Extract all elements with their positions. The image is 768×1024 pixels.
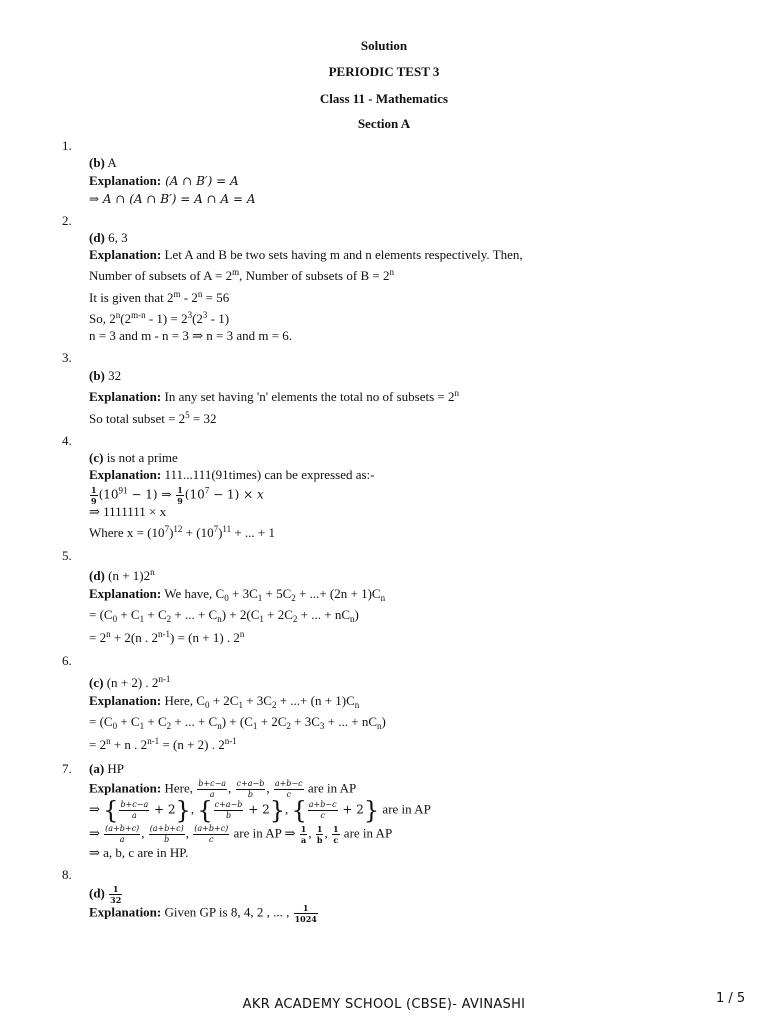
plus-two: + 2 <box>338 802 364 817</box>
text: = 2 <box>89 737 107 752</box>
fraction <box>193 824 229 845</box>
text: = (n + 2) . 2 <box>159 737 225 752</box>
solution-line: ⇒ a, b, c are in HP. <box>89 845 189 860</box>
text: ) <box>218 525 223 540</box>
math-line <box>89 485 264 506</box>
subscript: 1 <box>139 721 145 731</box>
explanation-label: Explanation: <box>89 586 162 601</box>
exponent: 7 <box>204 485 210 496</box>
math-line: ⇒ A ∩ (A ∩ B′) = A ∩ A = A <box>89 192 256 206</box>
math-line <box>89 796 431 825</box>
math-variable: x <box>256 487 264 502</box>
subscript: n <box>377 721 382 731</box>
question-number: 7. <box>62 761 72 776</box>
subscript: n <box>217 721 222 731</box>
explanation-text: Let A and B be two sets having m and n elements respectively. Then, <box>161 247 523 262</box>
exponent: m <box>173 289 181 299</box>
explanation-line <box>89 389 459 405</box>
text: So total subset = 2 <box>89 411 186 426</box>
explanation-line <box>89 903 319 924</box>
answer-text: A <box>104 155 117 170</box>
left-brace-icon: { <box>197 796 213 825</box>
comma: , <box>141 825 148 841</box>
numerator: (a+b+c) <box>105 824 140 833</box>
text: It is given that 2 <box>89 290 174 305</box>
class-title: Class 11 - Mathematics <box>319 91 449 106</box>
fraction <box>104 824 140 845</box>
numerator: (a+b+c) <box>149 824 184 833</box>
numerator: (a+b+c) <box>194 824 229 833</box>
subscript: 1 <box>257 593 263 603</box>
numerator: b+c−a <box>198 779 227 788</box>
subscript: 2 <box>166 721 172 731</box>
denominator: a <box>209 790 215 799</box>
denominator: b <box>316 835 323 845</box>
answer-option: (c) <box>89 675 104 690</box>
text: + C <box>144 714 167 729</box>
text: + 2C <box>263 607 293 622</box>
implies-arrow: ⇒ <box>89 825 104 841</box>
answer-text: (n + 1)2 <box>104 568 151 583</box>
exponent: n-1 <box>158 674 171 684</box>
page-number: 1 / 5 <box>716 991 746 1006</box>
text: + ... + C <box>171 714 218 729</box>
text: (2 <box>192 311 203 326</box>
text: + 2C <box>209 693 239 708</box>
subscript: 0 <box>204 700 210 710</box>
solution-line <box>89 411 217 427</box>
subscript: 1 <box>238 700 243 710</box>
fraction <box>109 884 122 905</box>
solution-line <box>89 737 237 753</box>
denominator: 9 <box>177 496 183 506</box>
subscript: n <box>380 593 386 603</box>
comma: , <box>185 825 193 841</box>
text: - 1) = 2 <box>145 311 188 326</box>
math-expression: (A ∩ B′) = A <box>161 174 239 188</box>
text: + C <box>117 607 140 622</box>
fraction <box>149 824 185 845</box>
subscript: 0 <box>224 593 229 603</box>
math-line <box>89 824 392 845</box>
answer-line <box>89 155 117 171</box>
denominator: 1024 <box>294 914 317 924</box>
denominator: b <box>247 790 253 799</box>
text: + 3C <box>290 714 320 729</box>
solution-line <box>89 311 229 327</box>
fraction <box>332 824 340 845</box>
right-brace-icon: } <box>363 796 380 825</box>
exponent: n-1 <box>147 736 160 746</box>
explanation-line <box>89 693 359 709</box>
exponent: n <box>389 267 394 277</box>
exponent: 12 <box>173 524 183 534</box>
question-number: 4. <box>62 433 72 448</box>
answer-text: 32 <box>104 368 122 383</box>
explanation-label: Explanation: <box>89 467 162 482</box>
text: + C <box>144 607 167 622</box>
text: + ...+ (2n + 1)C <box>295 586 381 601</box>
text: are in AP <box>379 801 431 817</box>
text: ) <box>381 714 386 729</box>
text: + ... + nC <box>324 714 378 729</box>
comma: , <box>308 825 315 841</box>
numerator: 1 <box>109 884 122 895</box>
explanation-label: Explanation: <box>89 173 162 188</box>
text: ) <box>169 525 174 540</box>
subscript: n <box>217 614 222 624</box>
question-number: 3. <box>62 350 72 365</box>
fraction <box>90 485 98 506</box>
text: ) = (n + 1) . 2 <box>170 630 240 645</box>
text: + C <box>117 714 140 729</box>
question-number: 8. <box>62 867 72 882</box>
answer-line <box>89 450 178 466</box>
denominator: c <box>333 835 339 845</box>
left-brace-icon: { <box>103 796 119 825</box>
text: - 1) <box>207 311 230 326</box>
text: = 56 <box>202 290 230 305</box>
subscript: 3 <box>319 721 325 731</box>
numerator: c+a−b <box>214 800 243 809</box>
fraction <box>236 779 266 800</box>
explanation-text: Given GP is 8, 4, 2 , ... , <box>161 904 293 920</box>
solution-line <box>89 268 394 284</box>
denominator: a <box>300 835 307 845</box>
denominator: 32 <box>110 895 122 905</box>
exponent: n-1 <box>158 629 171 639</box>
text: + (10 <box>182 525 214 540</box>
subscript: 1 <box>259 614 264 624</box>
text: + 2C <box>257 714 287 729</box>
denominator: a <box>131 811 137 820</box>
fraction <box>294 903 318 924</box>
exponent: n <box>115 310 121 320</box>
answer-option: (d) <box>89 230 105 245</box>
subscript: 1 <box>139 614 145 624</box>
answer-option: (d) <box>89 568 105 583</box>
numerator: 1 <box>300 824 307 834</box>
text: = 2 <box>89 630 107 645</box>
solution-line <box>89 714 386 730</box>
exponent: 5 <box>185 410 190 420</box>
subscript: 0 <box>112 721 118 731</box>
exponent: m <box>232 267 240 277</box>
fraction <box>214 800 244 821</box>
math-text: − 1) × <box>209 487 257 502</box>
exponent: n <box>239 629 245 639</box>
solution-line <box>89 607 359 623</box>
answer-text: 6, 3 <box>104 230 128 245</box>
text: So, 2 <box>89 311 116 326</box>
right-brace-icon: } <box>175 796 191 825</box>
comma: , <box>190 801 198 817</box>
comma: , <box>324 825 331 841</box>
subscript: n <box>350 614 355 624</box>
subscript: 0 <box>112 614 118 624</box>
exponent: 3 <box>202 310 208 320</box>
text: ) + 2(C <box>221 607 260 622</box>
text: Where x = (10 <box>89 525 165 540</box>
exponent: n <box>106 629 111 639</box>
answer-text: is not a prime <box>103 450 178 465</box>
text: + 3C <box>242 693 272 708</box>
section-title: Section A <box>357 116 411 131</box>
comma: , <box>285 801 292 817</box>
question-number: 2. <box>62 213 72 228</box>
answer-line <box>89 568 155 584</box>
question-number: 5. <box>62 548 72 563</box>
text: + 3C <box>228 586 258 601</box>
exponent: 3 <box>187 310 193 320</box>
numerator: 1 <box>177 485 183 495</box>
plus-two: + 2 <box>244 802 270 817</box>
solution-line <box>89 630 244 646</box>
subscript: 2 <box>271 700 277 710</box>
text: + n . 2 <box>110 737 148 752</box>
solution-title: Solution <box>360 38 408 53</box>
text: + ... + C <box>171 607 218 622</box>
explanation-label: Explanation: <box>89 693 162 708</box>
text: are in AP ⇒ <box>230 825 299 841</box>
text: + 2(n . 2 <box>110 630 159 645</box>
fraction <box>119 800 149 821</box>
fraction <box>308 800 338 821</box>
text: are in AP <box>340 825 393 841</box>
text: + ...+ (n + 1)C <box>276 693 355 708</box>
explanation-line <box>89 173 239 189</box>
subscript: 2 <box>166 614 172 624</box>
math-text: (10 <box>98 487 119 502</box>
text: Here, C <box>161 693 205 708</box>
question-number: 6. <box>62 653 72 668</box>
answer-line <box>89 230 128 246</box>
solution-line: n = 3 and m - n = 3 ⇒ n = 3 and m = 6. <box>89 328 293 343</box>
explanation-line <box>89 247 523 263</box>
exponent: n <box>150 567 155 577</box>
comma: , <box>228 780 235 796</box>
text: , Number of subsets of B = 2 <box>239 268 390 283</box>
answer-line <box>89 884 123 905</box>
explanation-label: Explanation: <box>89 389 162 404</box>
math-text: − 1) ⇒ <box>127 487 176 502</box>
subscript: 2 <box>286 721 291 731</box>
text: - 2 <box>180 290 198 305</box>
text: Number of subsets of A = 2 <box>89 268 233 283</box>
solution-line <box>89 290 229 306</box>
exponent: n-1 <box>224 736 237 746</box>
denominator: c <box>208 835 214 844</box>
answer-option: (b) <box>89 155 105 170</box>
text: + ... + nC <box>297 607 350 622</box>
exponent: 7 <box>164 524 170 534</box>
explanation-line <box>89 779 356 800</box>
test-title: PERIODIC TEST 3 <box>328 64 440 79</box>
solution-line: ⇒ 1111111 × x <box>89 504 167 519</box>
left-brace-icon: { <box>291 796 307 825</box>
answer-text: HP <box>104 761 125 776</box>
exponent: 91 <box>118 485 128 496</box>
text: + 5C <box>262 586 292 601</box>
numerator: a+b−c <box>274 779 303 788</box>
numerator: c+a−b <box>236 779 265 788</box>
solution-line <box>89 525 275 541</box>
exponent: 11 <box>222 524 232 534</box>
right-brace-icon: } <box>269 796 285 825</box>
answer-text: (n + 2) . 2 <box>103 675 159 690</box>
answer-line <box>89 761 124 777</box>
numerator: b+c−a <box>120 800 149 809</box>
numerator: 1 <box>316 824 323 834</box>
text: (2 <box>120 311 132 326</box>
exponent: n <box>106 736 111 746</box>
explanation-line <box>89 467 374 483</box>
numerator: 1 <box>332 824 339 834</box>
exponent: 7 <box>213 524 219 534</box>
text: = 32 <box>189 411 217 426</box>
numerator: a+b−c <box>308 800 337 809</box>
explanation-label: Explanation: <box>89 780 162 796</box>
text: We have, C <box>161 586 225 601</box>
exponent: n <box>197 289 203 299</box>
implies-arrow: ⇒ <box>89 801 100 817</box>
text: = (C <box>89 607 113 622</box>
answer-option: (c) <box>89 450 104 465</box>
exponent: n <box>454 388 460 398</box>
math-text: (10 <box>184 487 205 502</box>
answer-line <box>89 368 121 384</box>
exponent: m-n <box>131 310 146 320</box>
explanation-label: Explanation: <box>89 247 162 262</box>
denominator: b <box>164 835 170 844</box>
numerator: 1 <box>294 903 318 914</box>
denominator: 9 <box>91 496 97 506</box>
answer-option: (b) <box>89 368 105 383</box>
numerator: 1 <box>91 485 97 495</box>
text: are in AP <box>304 780 357 796</box>
answer-line <box>89 675 170 691</box>
text: + ... + 1 <box>231 525 276 540</box>
subscript: n <box>354 700 360 710</box>
text: ) <box>354 607 359 622</box>
explanation-label: Explanation: <box>89 904 162 920</box>
explanation-text: 111...111(91times) can be expressed as:- <box>161 467 375 482</box>
question-number: 1. <box>62 138 72 153</box>
denominator: c <box>320 811 325 820</box>
plus-two: + 2 <box>150 802 176 817</box>
subscript: 1 <box>252 721 258 731</box>
text: Here, <box>161 780 197 796</box>
answer-option: (d) <box>89 885 105 901</box>
text: ) + (C <box>221 714 253 729</box>
explanation-text: In any set having 'n' elements the total no of subsets = 2 <box>161 389 455 404</box>
subscript: 2 <box>292 614 298 624</box>
footer-school-name: AKR ACADEMY SCHOOL (CBSE)- AVINASHI <box>242 997 526 1012</box>
denominator: a <box>119 835 125 844</box>
answer-option: (a) <box>89 761 105 776</box>
explanation-line <box>89 586 385 602</box>
fraction <box>176 485 184 506</box>
denominator: c <box>286 790 291 799</box>
fraction <box>300 824 308 845</box>
denominator: b <box>225 811 232 820</box>
subscript: 2 <box>291 593 296 603</box>
comma: , <box>266 780 273 796</box>
text: = (C <box>89 714 113 729</box>
fraction <box>316 824 324 845</box>
